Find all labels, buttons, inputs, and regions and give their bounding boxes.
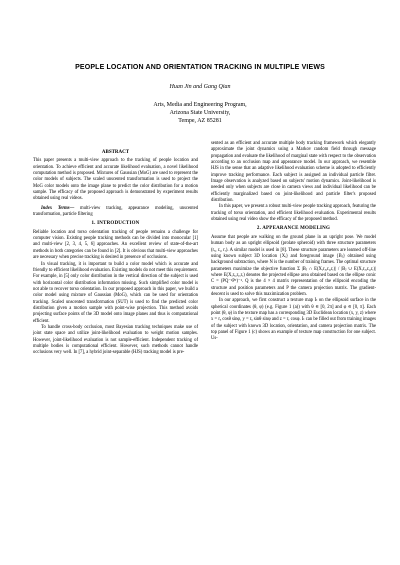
intro-paragraph-2: In visual tracking, it is important to build a color model which is accurate and friendly to efficient likelihood evaluation. Existing models do not meet this requirement. For example, in [5] only color distribution in the vertical direction of the subject is used with horizontal color distribution information missing. Such simplified color model is not able to recover torso orientation. In our proposed approach in this paper, we build a color model using mixture of Gaussian (MoG), which can be used for orientation tracking. Scaled unscented transformation (SUT) is used to find the predicted color distribution given a motion sample with point-wise projection. This method avoids projecting surface points of the 3D model onto image planes and thus is computational efficient.	[33, 261, 198, 324]
author-affiliation	[0, 101, 400, 126]
affiliation-line: Arts, Media and Engineering Program,	[153, 102, 247, 108]
affiliation-line: Tempe, AZ 85281	[178, 118, 222, 125]
right-column	[211, 141, 376, 343]
index-terms-text: multi-view tracking, appearance modeling, unscented transformation, particle filtering	[33, 205, 199, 218]
intro-paragraph-1: Reliable location and torso orientation tracking of people remains a challenge for computer vision. Existing people tracking methods can be divided into monocular [1] and multi-view [2, 3, 4, 5, 6] approaches. An excellent review of state-of-the-art methods in both categories can be found in [2]. It is obvious that multi-view approaches are necessary when precise tracking is desired in presence of occlusions.	[33, 229, 198, 261]
intro-paragraph-3: To handle cross-body occlusion, most Bayesian tracking techniques make use of joint state space and utilize joint-likelihood evaluation to weight motion samples. However, joint-likelihood evaluation is not sample-efficient. Independent tracking of multiple bodies is computational efficient. However, such methods cannot handle occlusions very well. In [7], a hybrid joint-separable (HJS) tracking model is pre-	[33, 324, 198, 356]
index-terms-label: Index Terms—	[41, 205, 75, 211]
appearance-paragraph-1: Assume that people are walking on the ground plane in an upright pose. We model human body as an upright ellipsoid (prolate spheroid) with three structure parameters (rₓ, rᵧ, rᵣ). A similar model is used in [8]. These structure parameters are learned off-line using known subject 3D location {Xᵢ} and foreground image {Bⱼ} obtained using background subtraction, where N is the number of training frames. The optimal structure parameters maximize the objective function Σ |Bⱼ ∩ E(X,rₓ,rᵧ,rᵣ)| / |Bⱼ ∪ E(X,rₓ,rᵧ,rᵣ)| where E(X,rₓ,rᵧ,rᵣ) denotes the projected ellipse area obtained based on the ellipse conic C = (PQ⁻¹Pᵀ)⁻¹. Q is the 4 × 4 matrix representation of the ellipsoid encoding the structure and position parameters and P the camera projection matrix. The gradient-descent is used to solve this maximization problem.	[211, 234, 376, 297]
paper-title: PEOPLE LOCATION AND ORIENTATION TRACKING IN MULTIPLE VIEWS	[75, 64, 325, 71]
abstract-heading: ABSTRACT	[101, 150, 130, 155]
abstract-text: This paper presents a multi-view approach to the tracking of people location and orientation. To achieve efficient and accurate likelihood evaluation, a novel likelihood computation method is proposed. Mixtures of Gaussian (MoG) are used to represent the color models of subjects. The scaled unscented transformation is used to project the MoG color models onto the image plane to predict the color distribution for a motion sample. The efficacy of the proposed approach is demonstrated by experiment results obtained using real videos.	[33, 158, 198, 202]
index-terms	[33, 206, 198, 219]
section-heading-introduction: 1. INTRODUCTION	[91, 221, 140, 227]
left-column	[33, 150, 198, 357]
right-paragraph-1: sented as an efficient and accurate multiple body tracking framework which elegantly approximate the joint dynamics using a Markov random field through message propagation and evaluate the likelihood of marginal state with respect to the observation according to an occlusion map and appearance model. In our approach, we resemble HJS in the sense that an adaptive likelihood evaluation scheme is adopted to efficiently improve tracking performance. Each subject is assigned an individual particle filter. Image observation is analyzed based on subjects' motion dynamics. Joint-likelihood is needed only when subjects are close in camera views and individual likelihood can be efficiently marginalized based on joint-likelihood and particle filter's proposed distribution.	[211, 141, 376, 204]
section-heading-appearance: 2. APPEARANCE MODELING	[256, 226, 331, 232]
right-paragraph-2: In this paper, we present a robust multi-view people tracking approach, featuring the tracking of torso orientation, and efficient likelihood evaluation. Experimental results obtained using real video show the efficacy of the proposed method.	[211, 204, 376, 223]
paper-authors: Huan Jin and Gang Qian	[169, 84, 231, 90]
appearance-paragraph-2: In our approach, we first construct a texture map Iₜ on the ellipsoid surface in the spherical coordinates (θ, φ) (e.g. Figure 1 (a)) with θ ∈ [0, 2π] and φ ∈ [0, π]. Each point (θ, φ) in the texture map has a corresponding 3D Euclidean location (x, y, z) where x = rₓ cosθ sinφ, y = rᵧ sinθ sinφ and z = rᵣ cosφ. Iₜ can be filled out from training images of the subject with known 3D location, orientation, and camera projection matrix. The top panel of Figure 1 (c) shows an example of texture map construction for one subject. Us-	[211, 298, 376, 342]
affiliation-line: Arizona State University,	[169, 110, 231, 117]
